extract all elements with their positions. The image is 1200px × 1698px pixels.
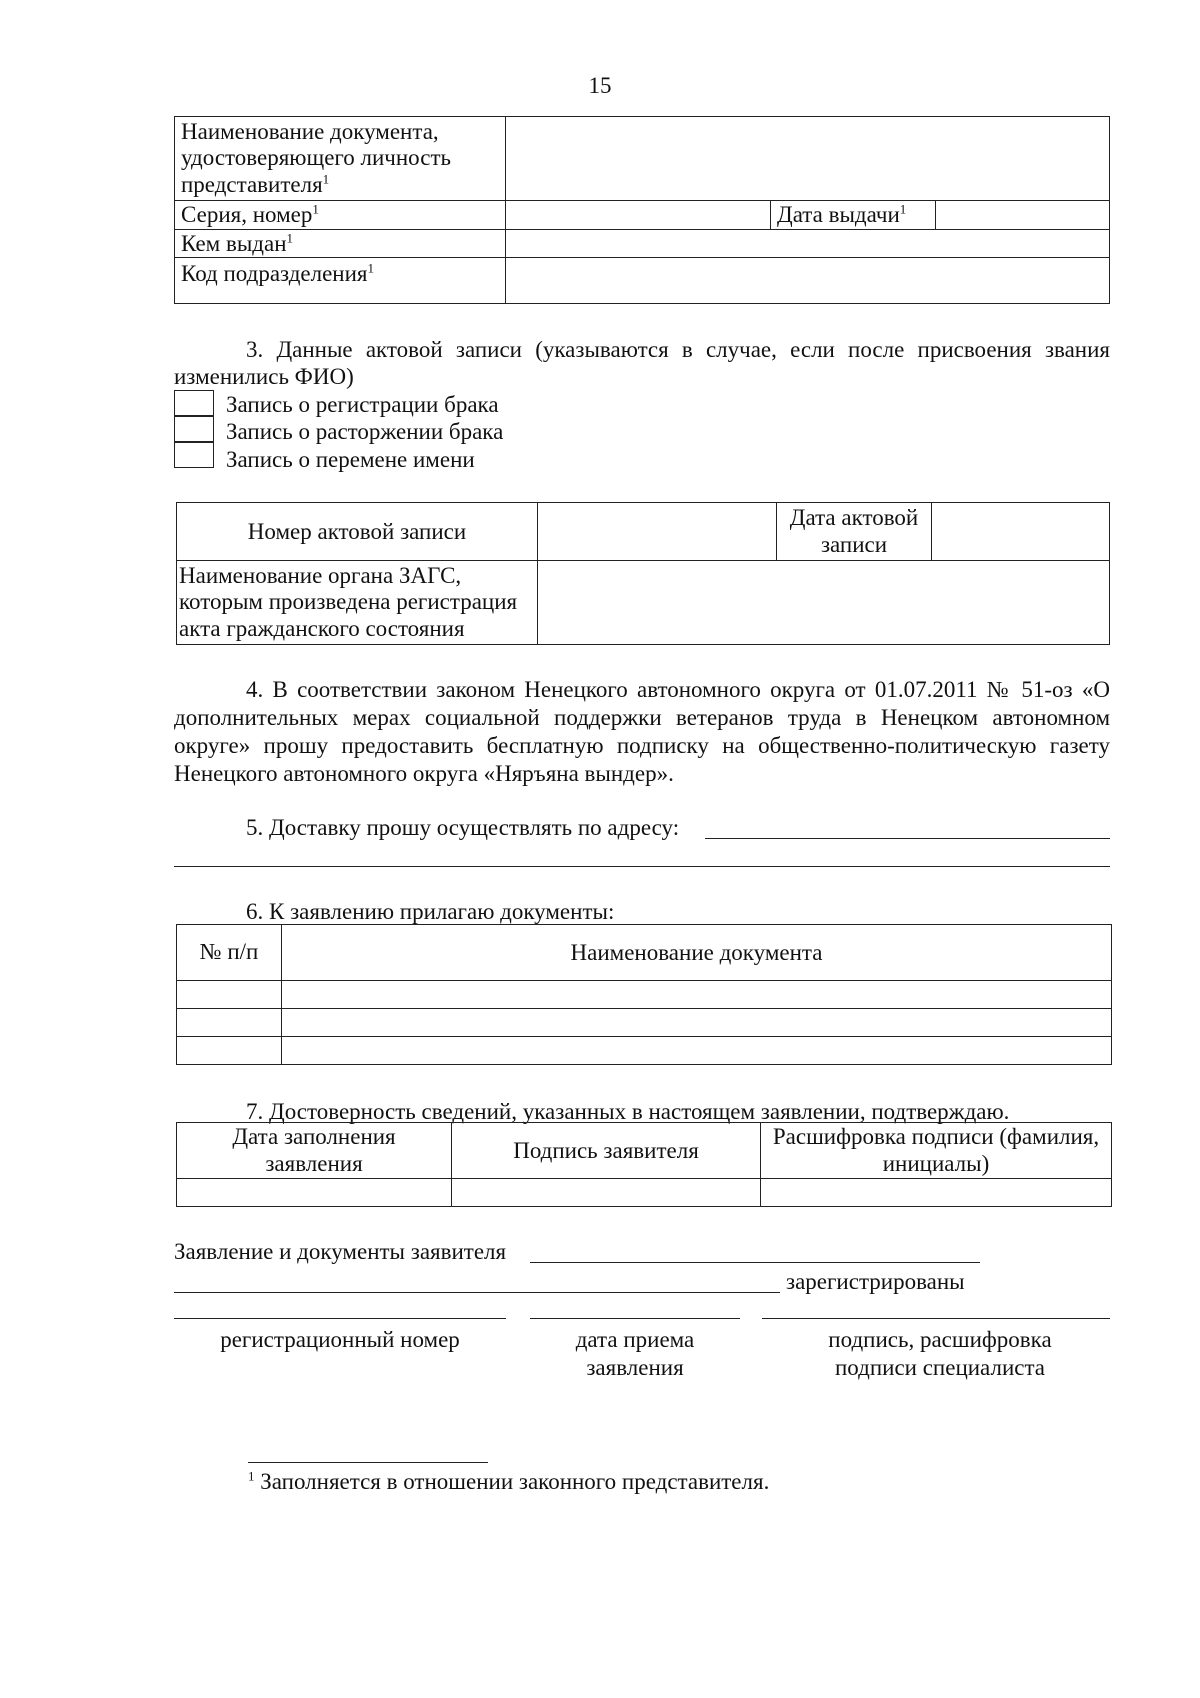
footnote — [248, 1468, 769, 1496]
option-name-change: Запись о перемене имени — [226, 447, 475, 472]
checkbox-name-change[interactable] — [174, 442, 214, 468]
series-number-field[interactable] — [506, 201, 771, 230]
footnote-separator — [248, 1462, 488, 1463]
confirmation-table — [176, 1122, 1112, 1207]
issue-date-label: Дата выдачи$^1$ — [771, 201, 936, 230]
act-number-field[interactable] — [538, 503, 777, 561]
section5-text: 5. Доставку прошу осуществлять по адресу: — [246, 815, 680, 840]
doc-name-label: Наименование документа, удостоверяющего личность представителя$^1$ — [175, 117, 506, 201]
registration-field-1[interactable] — [530, 1262, 980, 1263]
footnote-mark: 1 — [248, 1468, 255, 1484]
reg-number-caption: регистрационный номер — [220, 1327, 460, 1352]
address-line-1[interactable] — [705, 838, 1110, 839]
section4-text: 4. В соответствии законом Ненецкого автономного округа от 01.07.2011 № 51-оз «О дополнительных мерах социальной поддержки ветеранов труда в Ненецком автономном округе» прошу предоставить бесплатную подписку на общественно-политическую газету Ненецкого автономного округа «Няръяна вындер». — [174, 677, 1110, 786]
option-marriage: Запись о регистрации брака — [226, 392, 499, 417]
checkbox-divorce[interactable] — [174, 416, 214, 442]
col-signature-decode: Расшифровка подписи (фамилия, инициалы) — [761, 1123, 1112, 1179]
dept-code-label: Код подразделения$^1$ — [175, 258, 506, 304]
specialist-sign-line[interactable] — [762, 1318, 1110, 1319]
checkbox-marriage[interactable] — [174, 390, 214, 416]
address-line-2[interactable] — [174, 866, 1110, 867]
attached-docs-table — [176, 924, 1112, 1065]
doc-row[interactable] — [177, 1009, 1112, 1037]
option-divorce: Запись о расторжении брака — [226, 419, 504, 444]
footnote-text: Заполняется в отношении законного представителя. — [260, 1469, 770, 1494]
act-record-table — [176, 502, 1110, 645]
col-fill-date: Дата заполнения заявления — [177, 1123, 452, 1179]
issued-by-field[interactable] — [506, 229, 1110, 258]
series-number-label: Серия, номер$^1$ — [175, 201, 506, 230]
confirmation-row[interactable] — [177, 1179, 1112, 1207]
section6-text: 6. К заявлению прилагаю документы: — [246, 899, 615, 924]
zags-field[interactable] — [538, 561, 1110, 645]
specialist-sign-caption: подпись, расшифровка подписи специалиста — [828, 1327, 1052, 1380]
registration-field-2[interactable] — [174, 1292, 780, 1293]
reg-number-line[interactable] — [174, 1318, 506, 1319]
zags-label: Наименование органа ЗАГС, которым произведена регистрация акта гражданского состояния — [177, 561, 538, 645]
representative-doc-table — [174, 116, 1110, 304]
issue-date-field[interactable] — [936, 201, 1110, 230]
col-number-header: № п/п — [177, 925, 282, 981]
page-number: 15 — [588, 73, 612, 98]
section3-text: 3. Данные актовой записи (указываются в случае, если после присвоения звания изменились ФИО) — [174, 337, 1110, 389]
issued-by-label: Кем выдан$^1$ — [175, 229, 506, 258]
col-signature: Подпись заявителя — [452, 1123, 761, 1179]
dept-code-field[interactable] — [506, 258, 1110, 304]
registered-text: зарегистрированы — [786, 1269, 965, 1294]
doc-row[interactable] — [177, 981, 1112, 1009]
section7-text: 7. Достоверность сведений, указанных в настоящем заявлении, подтверждаю. — [246, 1099, 1010, 1124]
doc-row[interactable] — [177, 1037, 1112, 1065]
col-docname-header: Наименование документа — [282, 925, 1112, 981]
act-date-label: Дата актовой записи — [777, 503, 932, 561]
receipt-date-line[interactable] — [530, 1318, 740, 1319]
doc-name-field[interactable] — [506, 117, 1110, 201]
act-number-label: Номер актовой записи — [177, 503, 538, 561]
registration-line1-text: Заявление и документы заявителя — [174, 1239, 507, 1264]
act-date-field[interactable] — [932, 503, 1110, 561]
receipt-date-caption: дата приема заявления — [575, 1327, 695, 1380]
